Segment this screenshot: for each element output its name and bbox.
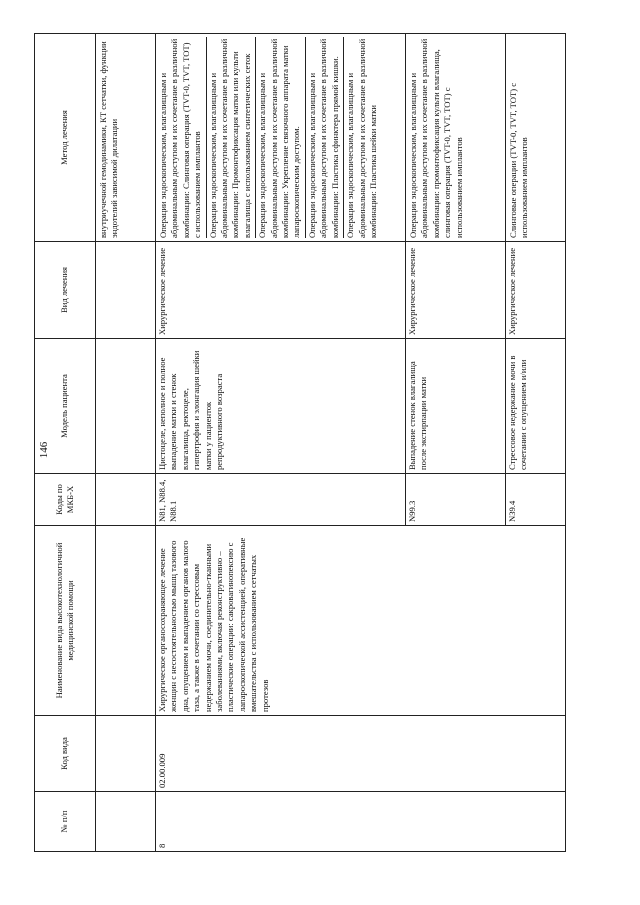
method-item: Операции эндоскопическим, влагалищным и абдоминальным доступом и их сочетание в различной комбинации: Слинговая операция (TVT-0, TVT, TOT) с использованием имплантов <box>157 37 207 238</box>
page-number: 146 <box>38 441 50 459</box>
cell-icd: N81, N88.4, N88.1 <box>156 474 406 526</box>
table-row <box>96 34 156 852</box>
cell-method <box>96 34 156 242</box>
cell-treatment <box>96 242 156 339</box>
header-num: № п/п <box>35 792 96 852</box>
cell-icd: N99.3 <box>406 474 506 526</box>
cell-icd: N39.4 <box>506 474 566 526</box>
cell-code: 02.00.009 <box>156 716 566 792</box>
method-item: Операции эндоскопическим, влагалищным и абдоминальным доступом и их сочетание в различной комбинации: промонтофиксация культи влагалища, слинговая операция (TVT-0, TVT, TOT) с использованием имплантов <box>408 38 464 238</box>
cell-model: Стрессовое недержание мочи в сочетании с опущением и/или <box>506 339 566 474</box>
method-item: Операции эндоскопическим, влагалищным и абдоминальным доступом и их сочетание в различной комбинации: Пластика сфинктера прямой кишки. <box>306 37 344 238</box>
cell-model: Выпадение стенок влагалища после экстирпации матки <box>406 339 506 474</box>
vmp-table <box>34 33 566 852</box>
method-item: Слинговые операции (TVT-0, TVT, TOT) с использованием имплантов <box>508 82 530 238</box>
header-name: Наименование вида высокотехнологичной медицинской помощи <box>35 526 96 716</box>
cell-num <box>96 792 156 852</box>
cell-model: Цистоцеле, неполное и полное выпадение матки и стенок влагалища, ректоцеле, гипертрофия и элонгация шейки матки у пациенток репродуктивного возраста <box>156 339 406 474</box>
header-icd: Коды по МКБ-X <box>35 474 96 526</box>
cell-icd <box>96 474 156 526</box>
cell-name: Хирургическое органосохраняющее лечение женщин с несостоятельностью мышц тазового дна, опущением и выпадением органов малого таза, а также в сочетании со стрессовым недержанием мочи, соединительно-тканными заболеваниями, включая реконструктивно – пластические операции: сакровагинопексию с лапароскопической ассистенцией, оперативные вмешательства с использованием сетчатых протезов <box>156 526 566 716</box>
cell-method <box>156 34 406 242</box>
rotated-table-container <box>34 34 589 852</box>
cell-model <box>96 339 156 474</box>
cell-treatment: Хирургическое лечение <box>156 242 406 339</box>
header-method: Метод лечения <box>35 34 96 242</box>
method-item: Операции эндоскопическим, влагалищным и абдоминальным доступом и их сочетание в различной комбинации: Промонтофиксация матки или культи влагалища с использованием синтетических сеток <box>207 37 257 238</box>
method-item: Операции эндоскопическим, влагалищным и абдоминальным доступом и их сочетание в различной комбинации: Укрепление связочного аппарата матки лапароскопическим доступом. <box>256 37 306 238</box>
cell-name <box>96 526 156 716</box>
header-model: Модель пациента <box>35 339 96 474</box>
cell-treatment: Хирургическое лечение <box>406 242 506 339</box>
cell-method <box>406 34 506 242</box>
method-item: Операции эндоскопическим, влагалищным и абдоминальным доступом и их сочетание в различной комбинации: Пластика шейки матки <box>345 38 378 238</box>
table-row <box>156 34 406 852</box>
cell-treatment: Хирургическое лечение <box>506 242 566 339</box>
cell-code <box>96 716 156 792</box>
header-row <box>35 34 96 852</box>
method-item: внутриучечной гемодинамики, КТ сетчатки, функции эндотелий зависимой дилатации <box>98 41 120 238</box>
cell-method <box>506 34 566 242</box>
cell-num: 8 <box>156 792 566 852</box>
header-code: Код вида <box>35 716 96 792</box>
header-treatment: Вид лечения <box>35 242 96 339</box>
